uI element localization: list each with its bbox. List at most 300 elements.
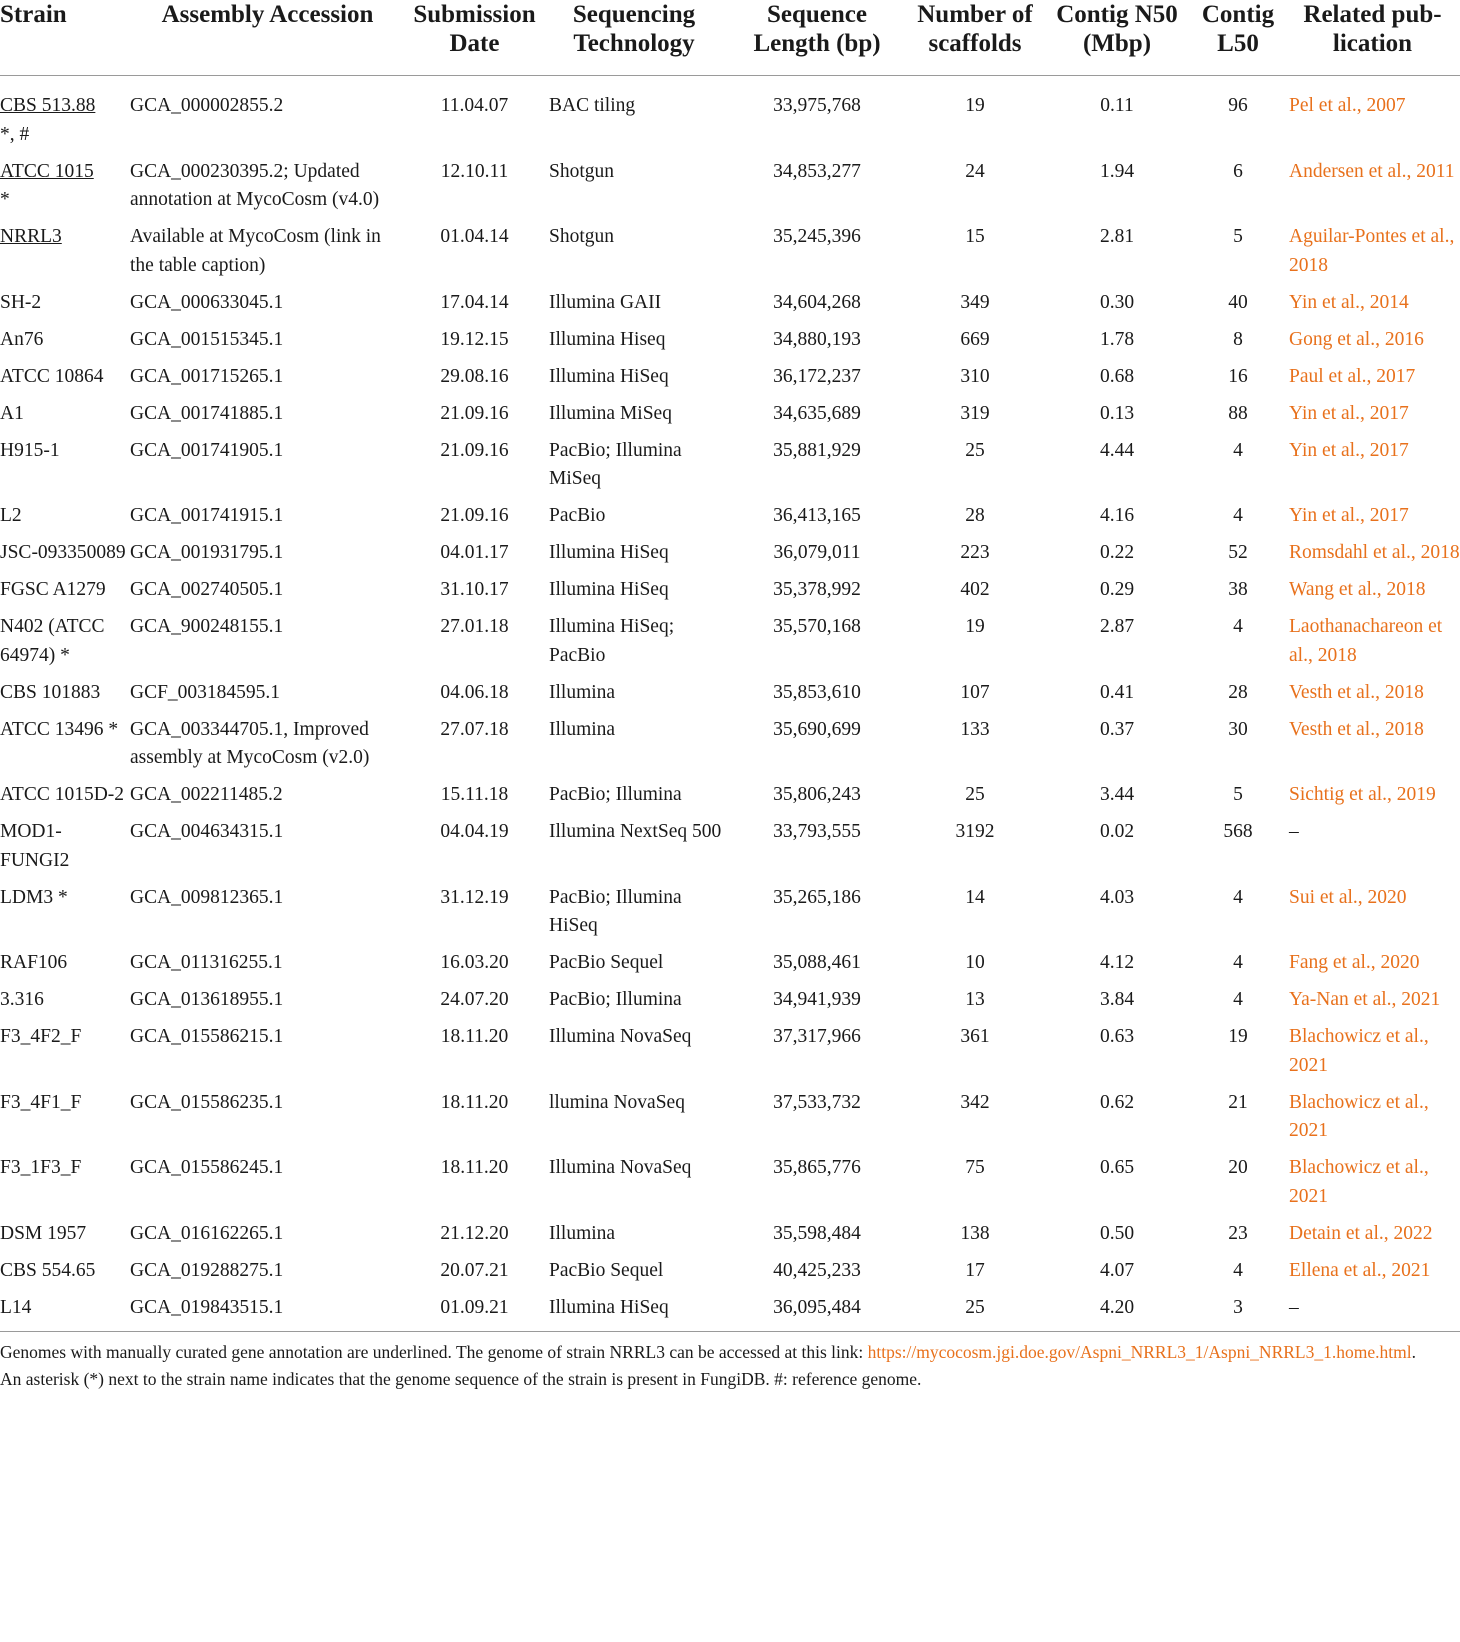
cell-tech: Illumina NovaSeq	[549, 1026, 692, 1047]
cell-l50: 568	[1223, 821, 1253, 842]
table-row	[0, 76, 1460, 158]
cell-n50: 4.07	[1099, 1259, 1135, 1281]
cell-accession: GCA_019843515.1	[127, 1294, 408, 1332]
cell-length: 35,570,168	[773, 616, 861, 637]
cell-n50: 4.44	[1099, 439, 1135, 461]
cell-tech: Illumina NovaSeq	[549, 1157, 692, 1178]
cell-date: 21.09.16	[440, 439, 509, 461]
cell-accession: GCA_000230395.2; Updated annotation at MycoCosm (v4.0)	[130, 160, 380, 210]
cell-tech: PacBio	[549, 505, 606, 526]
cell-date: 15.11.18	[440, 784, 509, 805]
table-header-row	[0, 0, 1460, 76]
cell-tech: Illumina Hiseq	[549, 328, 666, 350]
cell-accession: GCA_015586215.1	[130, 1026, 284, 1047]
cell-l50: 4	[1233, 439, 1243, 461]
cell-tech: Illumina HiSeq; PacBio	[549, 616, 675, 666]
footnote-line-1	[0, 1339, 1460, 1366]
cell-l50: 40	[1228, 291, 1248, 313]
cell-scaffolds: 669	[960, 328, 990, 350]
publication-link[interactable]: Gong et al., 2016	[1289, 328, 1424, 350]
cell-accession: GCA_019288275.1	[130, 1259, 284, 1281]
header-date: Submission Date	[408, 0, 541, 76]
cell-scaffolds: 14	[965, 886, 985, 908]
cell-date: 20.07.21	[440, 1259, 509, 1281]
cell-n50: 0.11	[1100, 95, 1134, 116]
cell-date: 31.10.17	[440, 579, 509, 600]
table-row	[0, 884, 1460, 950]
cell-publication	[1285, 576, 1460, 613]
cell-scaffolds: 361	[960, 1026, 990, 1047]
cell-accession: GCA_001931795.1	[130, 542, 284, 563]
cell-strain	[0, 986, 127, 1023]
table-row	[0, 326, 1460, 363]
strain-name: CBS 513.88	[0, 95, 96, 116]
publication-link[interactable]: Romsdahl et al., 2018	[1289, 542, 1460, 563]
cell-publication	[1285, 613, 1460, 679]
table-row	[0, 158, 1460, 224]
cell-publication	[1285, 437, 1460, 503]
cell-scaffolds: 25	[965, 784, 985, 805]
cell-publication	[1285, 363, 1460, 400]
cell-date: 27.07.18	[440, 718, 509, 740]
cell-tech: PacBio; Illumina HiSeq	[549, 886, 682, 936]
cell-n50: 0.02	[1099, 821, 1135, 842]
cell-n50: 0.63	[1099, 1026, 1135, 1047]
header-length: Sequence Length (bp)	[727, 0, 907, 76]
cell-strain	[0, 1023, 127, 1089]
cell-l50: 4	[1233, 1259, 1243, 1281]
cell-scaffolds: 10	[965, 952, 985, 973]
cell-l50: 88	[1228, 402, 1248, 424]
cell-strain	[0, 76, 127, 158]
cell-publication	[1285, 1154, 1460, 1220]
cell-strain	[0, 1089, 127, 1155]
header-pub: Related pub-lication	[1285, 0, 1460, 76]
strain-name: ATCC 1015D-2	[0, 784, 125, 805]
cell-length: 35,598,484	[773, 1222, 861, 1244]
cell-accession: GCA_002740505.1	[130, 579, 284, 600]
cell-scaffolds: 15	[965, 226, 985, 247]
cell-date: 27.01.18	[440, 616, 509, 637]
cell-strain	[0, 326, 127, 363]
cell-publication	[1285, 223, 1460, 289]
publication-link[interactable]: Ellena et al., 2021	[1289, 1259, 1431, 1281]
cell-tech: llumina NovaSeq	[549, 1091, 685, 1113]
cell-n50: 0.50	[1099, 1222, 1135, 1244]
header-accession: Assembly Accession	[127, 0, 408, 76]
cell-l50: 52	[1228, 542, 1248, 563]
cell-tech: Illumina	[549, 718, 616, 740]
cell-publication	[1285, 781, 1460, 818]
cell-n50: 0.68	[1099, 365, 1135, 387]
cell-date: 11.04.07	[440, 95, 509, 116]
cell-tech: PacBio Sequel	[549, 1259, 664, 1281]
table-row	[0, 223, 1460, 289]
cell-length: 35,265,186	[773, 886, 861, 908]
strain-marker: *, #	[0, 123, 30, 145]
strain-name: L14	[0, 1296, 32, 1318]
strain-name: CBS 101883	[0, 681, 101, 703]
publication-link[interactable]: Vesth et al., 2018	[1289, 681, 1424, 703]
publication-none: –	[1289, 1296, 1299, 1318]
header-l50: Contig L50	[1191, 0, 1285, 76]
cell-publication	[1285, 158, 1460, 224]
footnote-period: .	[1411, 1342, 1416, 1362]
cell-l50: 3	[1191, 1294, 1285, 1332]
cell-scaffolds: 25	[965, 439, 985, 461]
table-row	[0, 1257, 1460, 1294]
cell-strain	[0, 613, 127, 679]
cell-publication	[1285, 289, 1460, 326]
strain-name: ATCC 13496 *	[0, 718, 119, 740]
cell-n50: 0.13	[1099, 402, 1135, 424]
strain-name: A1	[0, 402, 24, 424]
cell-accession: GCA_001515345.1	[130, 328, 284, 350]
cell-accession: GCA_001741885.1	[130, 402, 284, 424]
cell-strain	[0, 363, 127, 400]
header-n50: Contig N50 (Mbp)	[1043, 0, 1191, 76]
cell-scaffolds: 138	[960, 1222, 990, 1244]
cell-date: 18.11.20	[440, 1157, 509, 1178]
header-tech: Sequencing Technology	[541, 0, 727, 76]
cell-n50: 3.44	[1099, 784, 1135, 805]
cell-tech: PacBio; Illumina	[549, 989, 682, 1010]
cell-length: 35,865,776	[773, 1157, 861, 1178]
table-body	[0, 76, 1460, 1332]
cell-publication	[1285, 502, 1460, 539]
publication-link[interactable]: Blachowicz et al., 2021	[1289, 1091, 1429, 1141]
cell-l50: 8	[1233, 328, 1243, 350]
cell-l50: 30	[1228, 718, 1248, 740]
cell-scaffolds: 133	[960, 718, 990, 740]
publication-link[interactable]: Vesth et al., 2018	[1289, 718, 1424, 740]
publication-link[interactable]: Ya-Nan et al., 2021	[1289, 989, 1441, 1010]
table-row	[0, 1154, 1460, 1220]
footnote-text: Genomes with manually curated gene annotation are underlined. The genome of strain NRRL3 can be accessed at this link:	[0, 1342, 868, 1362]
cell-accession: GCA_009812365.1	[130, 886, 284, 908]
cell-strain	[0, 1294, 127, 1332]
cell-date: 04.06.18	[440, 681, 509, 703]
cell-date: 21.09.16	[440, 402, 509, 424]
cell-n50: 2.81	[1099, 226, 1135, 247]
cell-length: 34,853,277	[773, 160, 861, 182]
cell-accession: GCA_015586235.1	[130, 1091, 284, 1113]
cell-l50: 4	[1233, 989, 1243, 1010]
cell-strain	[0, 158, 127, 224]
header-scaffolds: Number of scaffolds	[907, 0, 1043, 76]
cell-length: 40,425,233	[773, 1259, 861, 1281]
table-row	[0, 1089, 1460, 1155]
cell-tech: Illumina GAII	[549, 291, 662, 313]
strain-name: An76	[0, 328, 44, 350]
cell-scaffolds: 25	[907, 1294, 1043, 1332]
cell-scaffolds: 223	[960, 542, 990, 563]
cell-tech: PacBio Sequel	[549, 952, 664, 973]
cell-accession: GCA_000002855.2	[130, 95, 284, 116]
publication-link[interactable]: Yin et al., 2017	[1289, 439, 1409, 461]
cell-l50: 5	[1233, 226, 1243, 247]
cell-length: 35,378,992	[773, 579, 861, 600]
cell-l50: 4	[1233, 886, 1243, 908]
cell-l50: 96	[1228, 95, 1248, 116]
cell-l50: 28	[1228, 681, 1248, 703]
cell-tech: BAC tiling	[549, 95, 636, 116]
cell-publication	[1285, 539, 1460, 576]
table-row	[0, 613, 1460, 679]
cell-length: 36,172,237	[773, 365, 861, 387]
cell-scaffolds: 19	[965, 95, 985, 116]
cell-length: 34,941,939	[773, 989, 861, 1010]
cell-l50: 23	[1228, 1222, 1248, 1244]
table-row	[0, 986, 1460, 1023]
cell-accession: GCA_001715265.1	[130, 365, 284, 387]
strain-name: F3_4F1_F	[0, 1091, 82, 1113]
cell-length: 34,880,193	[773, 328, 861, 350]
strain-marker: *	[0, 189, 10, 210]
table-row	[0, 1220, 1460, 1257]
cell-publication	[1285, 1220, 1460, 1257]
table-row	[0, 1294, 1460, 1332]
cell-tech: Illumina	[549, 1222, 616, 1244]
strain-name: LDM3 *	[0, 886, 68, 908]
cell-date: 17.04.14	[440, 291, 509, 313]
cell-tech: Illumina HiSeq	[549, 579, 669, 600]
strain-name: RAF106	[0, 952, 68, 973]
publication-link[interactable]: Yin et al., 2017	[1289, 505, 1409, 526]
cell-strain	[0, 679, 127, 716]
cell-date: 19.12.15	[440, 328, 509, 350]
cell-strain	[0, 437, 127, 503]
cell-date: 12.10.11	[440, 160, 509, 182]
cell-date: 18.11.20	[440, 1091, 509, 1113]
publication-link[interactable]: Yin et al., 2017	[1289, 402, 1409, 424]
cell-l50: 38	[1228, 579, 1248, 600]
cell-strain	[0, 949, 127, 986]
cell-accession: GCF_003184595.1	[130, 681, 281, 703]
strain-name: ATCC 10864	[0, 365, 104, 387]
cell-strain	[0, 400, 127, 437]
cell-accession: GCA_003344705.1, Improved assembly at MycoCosm (v2.0)	[130, 718, 370, 768]
strain-name: SH-2	[0, 291, 42, 313]
publication-link[interactable]: Pel et al., 2007	[1289, 95, 1406, 116]
cell-length: 37,533,732	[773, 1091, 861, 1113]
cell-publication	[1285, 884, 1460, 950]
strain-name: ATCC 1015	[0, 160, 94, 182]
cell-l50: 4	[1233, 952, 1243, 973]
table-row	[0, 716, 1460, 782]
cell-accession: GCA_000633045.1	[130, 291, 284, 313]
publication-link[interactable]: Yin et al., 2014	[1289, 291, 1409, 313]
cell-length: 35,088,461	[773, 952, 861, 973]
table-row	[0, 1023, 1460, 1089]
cell-tech: PacBio; Illumina	[549, 784, 682, 805]
cell-n50: 0.29	[1099, 579, 1135, 600]
cell-scaffolds: 17	[965, 1259, 985, 1281]
cell-accession: GCA_001741905.1	[130, 439, 284, 461]
cell-length: 35,690,699	[773, 718, 861, 740]
footnote-link[interactable]: https://mycocosm.jgi.doe.gov/Aspni_NRRL3_1/Aspni_NRRL3_1.home.html	[867, 1342, 1412, 1362]
cell-l50: 20	[1228, 1157, 1248, 1178]
cell-length: 37,317,966	[773, 1026, 861, 1047]
cell-n50: 1.78	[1099, 328, 1135, 350]
cell-date: 29.08.16	[440, 365, 509, 387]
table-row	[0, 363, 1460, 400]
cell-scaffolds: 402	[960, 579, 990, 600]
cell-scaffolds: 19	[965, 616, 985, 637]
cell-length: 35,806,243	[773, 784, 861, 805]
cell-strain	[0, 716, 127, 782]
publication-none: –	[1289, 821, 1299, 842]
cell-scaffolds: 310	[960, 365, 990, 387]
cell-accession: GCA_013618955.1	[130, 989, 284, 1010]
publication-link[interactable]: Sichtig et al., 2019	[1289, 784, 1436, 805]
cell-n50: 0.41	[1099, 681, 1135, 703]
cell-tech: Illumina HiSeq	[541, 1294, 727, 1332]
cell-publication	[1285, 818, 1460, 884]
cell-length: 35,245,396	[773, 226, 861, 247]
cell-n50: 0.22	[1099, 542, 1135, 563]
cell-strain	[0, 223, 127, 289]
cell-length: 35,853,610	[773, 681, 861, 703]
cell-n50: 1.94	[1099, 160, 1135, 182]
cell-tech: Shotgun	[549, 160, 615, 182]
cell-publication	[1285, 76, 1460, 158]
cell-accession: GCA_015586245.1	[130, 1157, 284, 1178]
table-row	[0, 818, 1460, 884]
cell-strain	[0, 884, 127, 950]
cell-date: 24.07.20	[440, 989, 509, 1010]
cell-strain	[0, 289, 127, 326]
cell-accession: Available at MycoCosm (link in the table caption)	[130, 226, 381, 276]
strain-name: CBS 554.65	[0, 1259, 96, 1281]
publication-link[interactable]: Andersen et al., 2011	[1289, 160, 1455, 182]
cell-strain	[0, 1220, 127, 1257]
cell-n50: 4.20	[1043, 1294, 1191, 1332]
publication-link[interactable]: Aguilar-Pontes et al., 2018	[1289, 226, 1455, 276]
cell-l50: 4	[1233, 505, 1243, 526]
cell-scaffolds: 13	[965, 989, 985, 1010]
cell-l50: 5	[1233, 784, 1243, 805]
cell-l50: 16	[1228, 365, 1248, 387]
header-strain: Strain	[0, 0, 127, 76]
cell-scaffolds: 319	[960, 402, 990, 424]
cell-scaffolds: 349	[960, 291, 990, 313]
cell-strain	[0, 576, 127, 613]
strain-name: JSC-093350089	[0, 542, 126, 563]
cell-tech: Illumina HiSeq	[549, 542, 669, 563]
cell-accession: GCA_900248155.1	[130, 616, 284, 637]
cell-length: 36,095,484	[727, 1294, 907, 1332]
cell-n50: 0.37	[1099, 718, 1135, 740]
cell-scaffolds: 107	[960, 681, 990, 703]
cell-strain	[0, 539, 127, 576]
cell-publication	[1285, 1023, 1460, 1089]
cell-accession: GCA_001741915.1	[130, 505, 284, 526]
cell-n50: 0.65	[1099, 1157, 1135, 1178]
cell-strain	[0, 502, 127, 539]
cell-n50: 0.62	[1099, 1091, 1135, 1113]
cell-scaffolds: 342	[960, 1091, 990, 1113]
publication-link[interactable]: Detain et al., 2022	[1289, 1222, 1433, 1244]
cell-date: 21.09.16	[440, 505, 509, 526]
cell-length: 34,635,689	[773, 402, 861, 424]
table-row	[0, 949, 1460, 986]
cell-accession: GCA_011316255.1	[130, 952, 283, 973]
strain-name: NRRL3	[0, 226, 62, 247]
table-row	[0, 502, 1460, 539]
strain-name: F3_1F3_F	[0, 1157, 82, 1178]
cell-scaffolds: 28	[965, 505, 985, 526]
cell-tech: Shotgun	[549, 226, 615, 247]
cell-accession: GCA_004634315.1	[130, 821, 284, 842]
strain-name: 3.316	[0, 989, 44, 1010]
cell-n50: 3.84	[1099, 989, 1135, 1010]
strain-name: FGSC A1279	[0, 579, 106, 600]
cell-scaffolds: 24	[965, 160, 985, 182]
strain-name: N402 (ATCC 64974) *	[0, 616, 105, 666]
cell-date: 04.04.19	[440, 821, 509, 842]
strain-name: H915-1	[0, 439, 60, 461]
cell-strain	[0, 781, 127, 818]
cell-l50: 4	[1233, 616, 1243, 637]
cell-n50: 4.12	[1099, 952, 1135, 973]
cell-strain	[0, 818, 127, 884]
cell-date: 01.09.21	[408, 1294, 541, 1332]
table-footnote	[0, 1339, 1460, 1393]
table-row	[0, 679, 1460, 716]
cell-publication	[1285, 986, 1460, 1023]
cell-date: 01.04.14	[440, 226, 509, 247]
cell-length: 33,975,768	[773, 95, 861, 116]
table-row	[0, 400, 1460, 437]
cell-scaffolds: 75	[965, 1157, 985, 1178]
cell-l50: 6	[1233, 160, 1243, 182]
cell-length: 36,079,011	[773, 542, 861, 563]
cell-length: 33,793,555	[773, 821, 861, 842]
cell-length: 35,881,929	[773, 439, 861, 461]
cell-publication	[1285, 1294, 1460, 1332]
cell-publication	[1285, 679, 1460, 716]
cell-publication	[1285, 400, 1460, 437]
cell-publication	[1285, 326, 1460, 363]
table-row	[0, 437, 1460, 503]
strain-name: DSM 1957	[0, 1222, 87, 1244]
table-row	[0, 576, 1460, 613]
publication-link[interactable]: Blachowicz et al., 2021	[1289, 1157, 1429, 1207]
strain-name: L2	[0, 505, 22, 526]
cell-strain	[0, 1154, 127, 1220]
cell-date: 04.01.17	[440, 542, 509, 563]
cell-length: 34,604,268	[773, 291, 861, 313]
publication-link[interactable]: Blachowicz et al., 2021	[1289, 1026, 1429, 1076]
cell-publication	[1285, 1257, 1460, 1294]
publication-link[interactable]: Wang et al., 2018	[1289, 579, 1426, 600]
cell-n50: 0.30	[1099, 291, 1135, 313]
publication-link[interactable]: Fang et al., 2020	[1289, 952, 1420, 973]
cell-tech: PacBio; Illumina MiSeq	[549, 439, 682, 489]
publication-link[interactable]: Sui et al., 2020	[1289, 886, 1407, 908]
cell-accession: GCA_002211485.2	[130, 784, 283, 805]
cell-publication	[1285, 1089, 1460, 1155]
publication-link[interactable]: Laothanachareon et al., 2018	[1289, 616, 1443, 666]
cell-l50: 21	[1228, 1091, 1248, 1113]
cell-publication	[1285, 716, 1460, 782]
cell-tech: Illumina MiSeq	[549, 402, 672, 424]
cell-tech: Illumina NextSeq 500	[549, 821, 722, 842]
cell-n50: 4.03	[1099, 886, 1135, 908]
publication-link[interactable]: Paul et al., 2017	[1289, 365, 1416, 387]
cell-n50: 4.16	[1099, 505, 1135, 526]
